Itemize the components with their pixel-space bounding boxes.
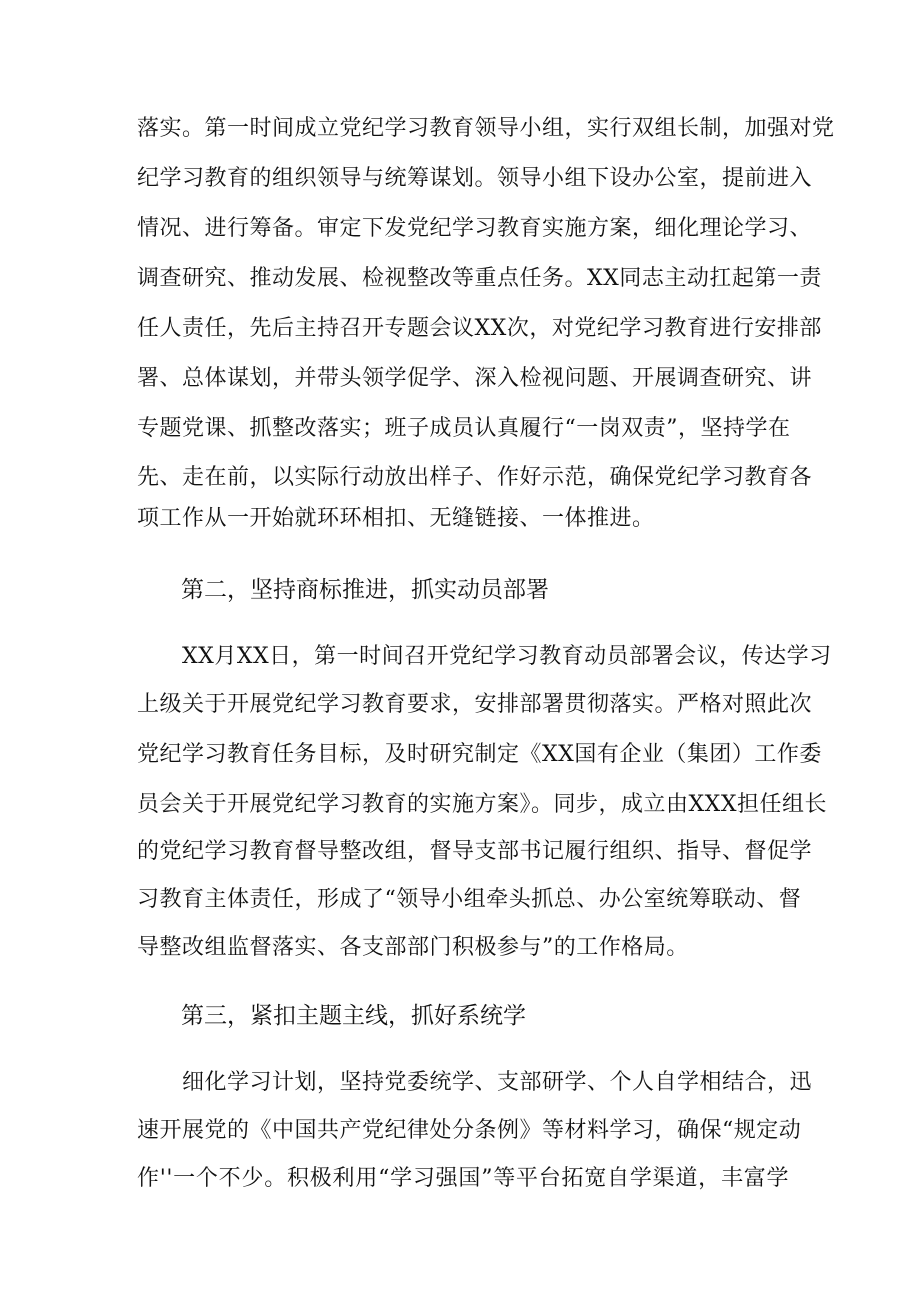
paragraph-line: XX月XX日，第一时间召开党纪学习教育动员部署会议，传达学习 — [182, 644, 832, 669]
paragraph-line: 纪学习教育的组织领导与统筹谋划。领导小组下设办公室，提前进入 — [137, 166, 813, 191]
paragraph-line: 习教育主体责任，形成了“领导小组牵头抓总、办公室统筹联动、督 — [137, 887, 802, 912]
section-3-heading: 第三，紧扣主题主线，抓好系统学 — [181, 1003, 526, 1029]
paragraph-line: 任人责任，先后主持召开专题会议XX次，对党纪学习教育进行安排部 — [137, 316, 822, 341]
paragraph-line: 先、走在前，以实际行动放出样子、作好示范，确保党纪学习教育各 — [137, 465, 813, 490]
paragraph-line: 员会关于开展党纪学习教育的实施方案》。同步，成立由XXX担任组长 — [137, 792, 827, 817]
paragraph-line: 调查研究、推动发展、检视整改等重点任务。XX同志主动扛起第一责 — [137, 266, 822, 291]
paragraph-line: 细化学习计划，坚持党委统学、支部研学、个人自学相结合，迅 — [182, 1070, 813, 1095]
paragraph-line: 落实。第一时间成立党纪学习教育领导小组，实行双组长制，加强对党 — [137, 116, 835, 141]
paragraph-line: 署、总体谋划，并带头领学促学、深入检视问题、开展调查研究、讲 — [137, 366, 813, 391]
paragraph-line: 速开展党的《中国共产党纪律处分条例》等材料学习，确保“规定动 — [137, 1118, 802, 1143]
paragraph-line: 作''一个不少。积极利用“学习强国”等平台拓宽自学渠道，丰富学 — [137, 1166, 789, 1191]
paragraph-line: 导整改组监督落实、各支部部门积极参与”的工作格局。 — [137, 935, 689, 960]
paragraph-line: 情况、进行筹备。审定下发党纪学习教育实施方案，细化理论学习、 — [137, 216, 813, 241]
paragraph-line: 专题党课、抓整改落实；班子成员认真履行“一岗双责”，坚持学在 — [137, 416, 791, 441]
paragraph-line: 党纪学习教育任务目标，及时研究制定《XX国有企业（集团）工作委 — [137, 742, 822, 767]
paragraph-line: 项工作从一开始就环环相扣、无缝链接、一体推进。 — [137, 506, 655, 531]
paragraph-line: 的党纪学习教育督导整改组，督导支部书记履行组织、指导、督促学 — [137, 839, 813, 864]
paragraph-line: 上级关于开展党纪学习教育要求，安排部署贯彻落实。严格对照此次 — [137, 692, 813, 717]
section-2-heading: 第二，坚持商标推进，抓实动员部署 — [181, 577, 549, 603]
